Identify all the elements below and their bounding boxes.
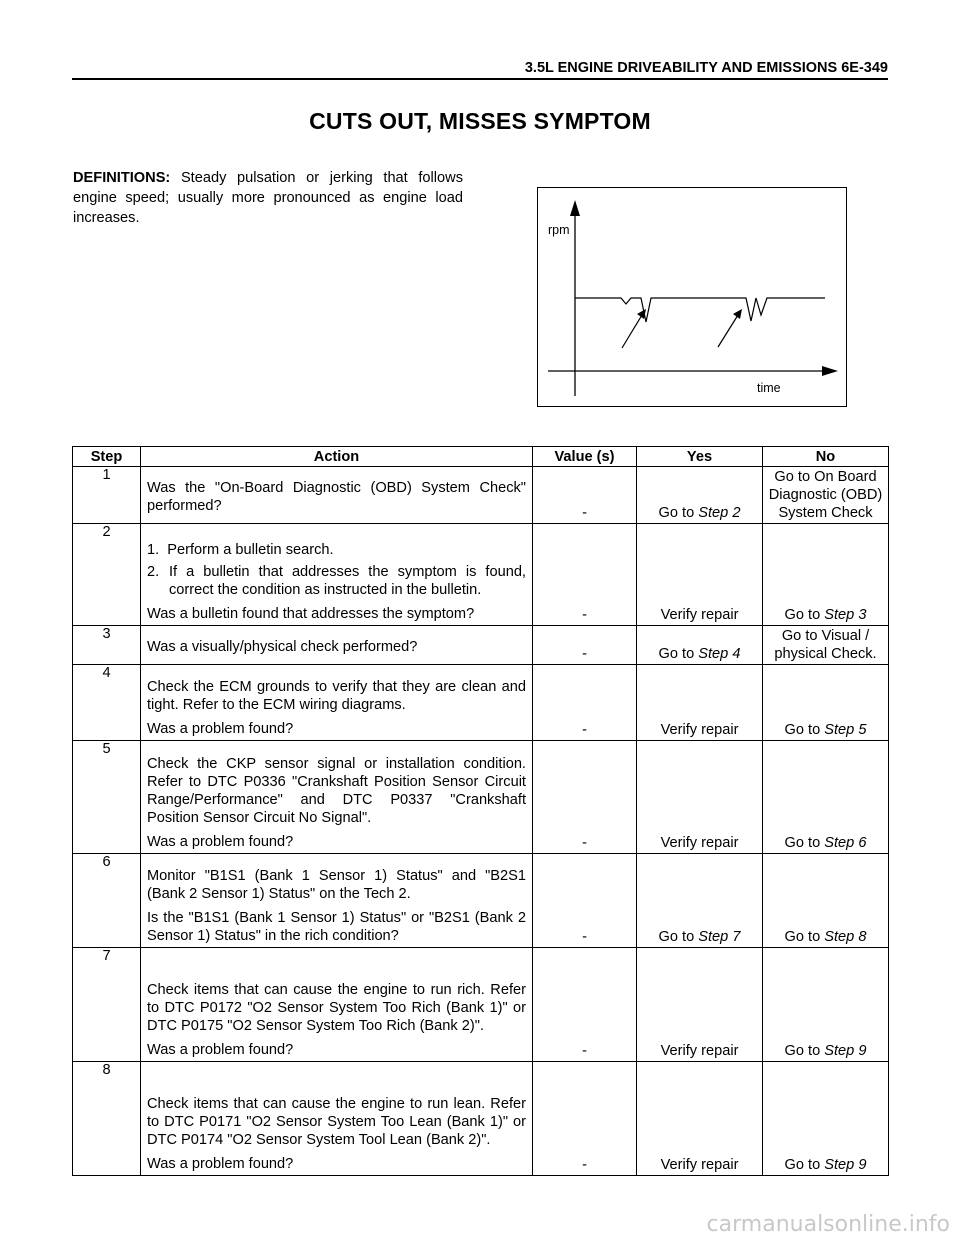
action-text: Check items that can cause the engine to run rich. Refer to DTC P0172 "O2 Sensor System Too Rich (Bank 1)" or DTC P0175 "O2 Sensor System Too Rich (Bank 2)". [147,982,526,1034]
value-cell: - [533,854,637,948]
step-number: 3 [73,626,141,665]
no-prefix: Go to [784,607,825,623]
no-prefix: Go to [784,1157,825,1173]
yes-cell [637,626,763,665]
yes-cell [637,854,763,948]
rpm-trace [575,298,825,322]
action-list-item [147,541,526,559]
table-row [73,1062,889,1176]
header-no: No [763,447,889,467]
x-axis-label: time [757,381,781,395]
step-number: 7 [73,948,141,1062]
no-step-ref: Step 8 [824,929,867,945]
value-cell: - [533,626,637,665]
list-number: 1. [147,542,160,558]
action-question: Was a bulletin found that addresses the symptom? [147,606,475,622]
definitions-text: Steady pulsation or jerking that follows engine speed; usually more pronounced as engine load increases. [73,170,463,226]
step-number: 4 [73,665,141,741]
yes-prefix: Go to [658,505,699,521]
action-question: Was a problem found? [147,834,294,850]
no-cell [763,948,889,1062]
rpm-time-figure [537,187,847,407]
rpm-time-graph [538,188,848,408]
yes-prefix: Go to [658,929,699,945]
no-prefix: Go to [784,722,825,738]
value-cell: - [533,524,637,626]
value-cell: - [533,665,637,741]
dip-arrow-2-head [733,309,742,319]
step-number: 2 [73,524,141,626]
action-cell [141,1062,533,1176]
action-text: Was a visually/physical check performed? [147,639,418,655]
action-text: Check items that can cause the engine to run lean. Refer to DTC P0171 "O2 Sensor System Too Lean (Bank 1)" or DTC P0174 "O2 Sensor System Tool Lean (Bank 2)". [147,1096,526,1148]
action-text: Check the CKP sensor signal or installation condition. Refer to DTC P0336 "Crankshaft Position Sensor Circuit Range/Performance" and DTC P0337 "Crankshaft Position Sensor Circuit No Signal". [147,756,526,826]
no-cell [763,741,889,854]
table-row [73,467,889,524]
yes-cell: Verify repair [637,948,763,1062]
y-axis-label: rpm [548,223,570,237]
no-prefix: Go to [784,835,825,851]
action-cell [141,626,533,665]
table-row [73,854,889,948]
step-number: 5 [73,741,141,854]
action-cell [141,854,533,948]
page-header: 3.5L ENGINE DRIVEABILITY AND EMISSIONS 6E-349 [72,60,888,80]
list-text: If a bulletin that addresses the symptom is found, correct the condition as instructed in the bulletin. [169,564,526,598]
x-axis-arrowhead [822,366,838,376]
action-list-item [147,563,526,599]
step-number: 8 [73,1062,141,1176]
action-question: Is the "B1S1 (Bank 1 Sensor 1) Status" or "B2S1 (Bank 2 Sensor 1) Status" in the rich condition? [147,910,526,944]
yes-step-ref: Step 4 [698,646,741,662]
action-question: Was a problem found? [147,1156,294,1172]
definitions [73,168,463,228]
no-step-ref: Step 3 [824,607,867,623]
no-step-ref: Step 5 [824,722,867,738]
yes-cell: Verify repair [637,524,763,626]
value-cell: - [533,1062,637,1176]
action-text: Check the ECM grounds to verify that they are clean and tight. Refer to the ECM wiring diagrams. [147,679,526,713]
step-number: 6 [73,854,141,948]
table-row [73,524,889,626]
yes-cell: Verify repair [637,1062,763,1176]
action-list [147,541,526,599]
action-cell [141,467,533,524]
value-cell: - [533,948,637,1062]
action-cell [141,665,533,741]
header-step: Step [73,447,141,467]
table-row [73,665,889,741]
no-step-ref: Step 9 [824,1157,867,1173]
action-text: Was the "On-Board Diagnostic (OBD) System Check" performed? [147,480,526,514]
table-row [73,948,889,1062]
action-cell [141,741,533,854]
yes-step-ref: Step 2 [698,505,741,521]
yes-cell: Verify repair [637,741,763,854]
list-text: Perform a bulletin search. [167,542,334,558]
no-step-ref: Step 9 [824,1043,867,1059]
no-cell [763,1062,889,1176]
yes-cell: Verify repair [637,665,763,741]
no-cell [763,854,889,948]
step-number: 1 [73,467,141,524]
header-yes: Yes [637,447,763,467]
yes-prefix: Go to [658,646,699,662]
yes-cell [637,467,763,524]
y-axis-arrowhead [570,200,580,216]
action-question: Was a problem found? [147,721,294,737]
page-title: CUTS OUT, MISSES SYMPTOM [309,108,651,134]
value-cell: - [533,467,637,524]
dip-arrow-2 [718,315,738,347]
action-question: Was a problem found? [147,1042,294,1058]
header-value: Value (s) [533,447,637,467]
diagnostic-steps-table [72,446,889,1176]
table-row [73,626,889,665]
no-cell: Go to On Board Diagnostic (OBD) System Check [763,467,889,524]
header-action: Action [141,447,533,467]
yes-step-ref: Step 7 [698,929,741,945]
action-cell [141,948,533,1062]
no-prefix: Go to [784,929,825,945]
no-cell: Go to Visual / physical Check. [763,626,889,665]
dip-arrow-1 [622,315,642,348]
value-cell: - [533,741,637,854]
watermark: carmanualsonline.info [706,1212,950,1237]
no-prefix: Go to [784,1043,825,1059]
list-number: 2. [147,564,160,580]
definitions-label: DEFINITIONS: [73,170,171,186]
no-step-ref: Step 6 [824,835,867,851]
table-row [73,741,889,854]
table-header-row [73,447,889,467]
no-cell [763,524,889,626]
no-cell [763,665,889,741]
action-cell [141,524,533,626]
action-text: Monitor "B1S1 (Bank 1 Sensor 1) Status" and "B2S1 (Bank 2 Sensor 1) Status" on the Tech 2. [147,868,526,902]
